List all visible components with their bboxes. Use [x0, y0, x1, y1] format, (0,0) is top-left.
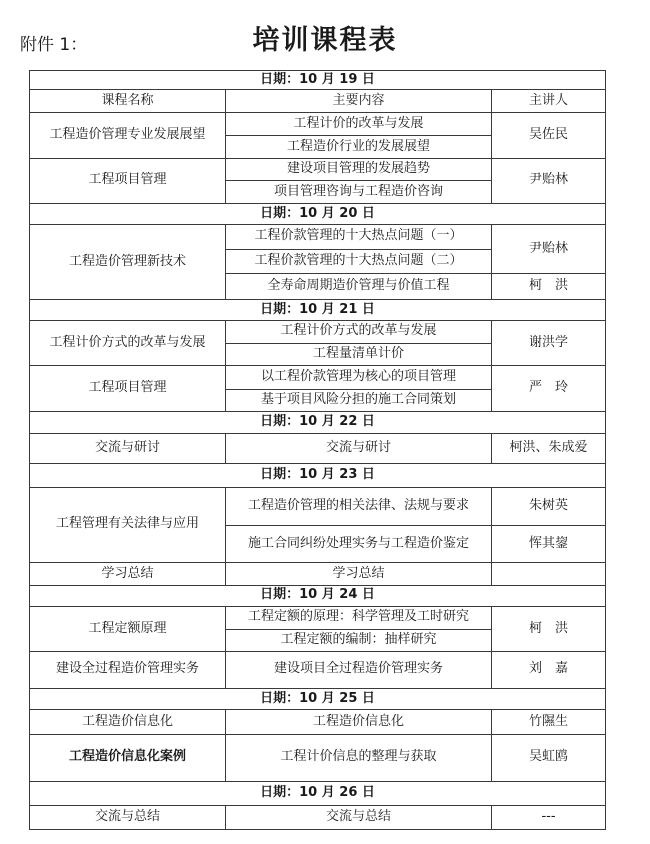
course-content: 全寿命周期造价管理与价值工程 [226, 274, 492, 300]
course-content: 工程定额的原理：科学管理及工时研究 [226, 607, 492, 629]
course-content: 工程计价信息的整理与获取 [226, 734, 492, 781]
course-content: 交流与总结 [226, 806, 492, 830]
lecturer: 柯 洪 [492, 274, 606, 300]
course-content: 工程计价的改革与发展 [226, 112, 492, 135]
course-content: 工程价款管理的十大热点问题（一） [226, 225, 492, 250]
lecturer: 尹贻林 [492, 225, 606, 274]
date-cell: 日期：10 月 19 日 [30, 71, 606, 90]
table-row [30, 563, 606, 585]
course-name: 工程造价信息化 [30, 710, 226, 735]
course-content: 工程定额的编制：抽样研究 [226, 629, 492, 651]
lecturer: 谢洪学 [492, 321, 606, 366]
table-row [30, 225, 606, 250]
page-title: 培训课程表 [252, 25, 398, 56]
course-name: 工程造价管理新技术 [30, 225, 226, 300]
table-row [30, 433, 606, 464]
course-name: 工程管理有关法律与应用 [30, 487, 226, 563]
course-name: 学习总结 [30, 563, 226, 585]
date-row [30, 412, 606, 433]
attachment-label: 附件 1： [20, 35, 88, 55]
header-lecturer: 主讲人 [492, 90, 606, 112]
table-row [30, 710, 606, 735]
course-schedule-table [29, 70, 606, 830]
lecturer: --- [492, 806, 606, 830]
date-cell: 日期：10 月 24 日 [30, 585, 606, 606]
date-cell: 日期：10 月 25 日 [30, 688, 606, 709]
header-content: 主要内容 [226, 90, 492, 112]
date-cell: 日期：10 月 26 日 [30, 781, 606, 806]
table-row [30, 366, 606, 389]
header-course: 课程名称 [30, 90, 226, 112]
lecturer: 竹隰生 [492, 710, 606, 735]
course-name: 工程项目管理 [30, 158, 226, 203]
date-row [30, 464, 606, 487]
course-content: 学习总结 [226, 563, 492, 585]
course-name: 工程项目管理 [30, 366, 226, 412]
table-row [30, 487, 606, 526]
lecturer: 吴佐民 [492, 112, 606, 158]
course-content: 工程造价行业的发展展望 [226, 136, 492, 158]
date-row [30, 71, 606, 90]
lecturer: 吴虹鸥 [492, 734, 606, 781]
table-row [30, 158, 606, 180]
table-row [30, 806, 606, 830]
table-row [30, 734, 606, 781]
course-name: 工程定额原理 [30, 607, 226, 652]
lecturer: 恽其鋆 [492, 526, 606, 563]
date-row [30, 688, 606, 709]
course-content: 交流与研讨 [226, 433, 492, 464]
date-row [30, 781, 606, 806]
date-cell: 日期：10 月 20 日 [30, 203, 606, 224]
course-name: 建设全过程造价管理实务 [30, 652, 226, 689]
course-content: 工程造价管理的相关法律、法规与要求 [226, 487, 492, 526]
lecturer: 柯 洪 [492, 607, 606, 652]
date-row [30, 203, 606, 224]
lecturer: 严 玲 [492, 366, 606, 412]
date-cell: 日期：10 月 22 日 [30, 412, 606, 433]
course-content: 以工程价款管理为核心的项目管理 [226, 366, 492, 389]
table-row [30, 112, 606, 135]
table-row [30, 321, 606, 343]
lecturer: 朱树英 [492, 487, 606, 526]
course-name: 交流与研讨 [30, 433, 226, 464]
lecturer: 柯洪、朱成爱 [492, 433, 606, 464]
lecturer: 尹贻林 [492, 158, 606, 203]
course-content: 工程量清单计价 [226, 343, 492, 365]
course-content: 项目管理咨询与工程造价咨询 [226, 181, 492, 203]
date-cell: 日期：10 月 23 日 [30, 464, 606, 487]
lecturer [492, 563, 606, 585]
course-content: 工程造价信息化 [226, 710, 492, 735]
date-row [30, 299, 606, 320]
table-row [30, 607, 606, 629]
date-cell: 日期：10 月 21 日 [30, 299, 606, 320]
course-name: 工程计价方式的改革与发展 [30, 321, 226, 366]
course-content: 基于项目风险分担的施工合同策划 [226, 389, 492, 411]
course-name: 工程造价管理专业发展展望 [30, 112, 226, 158]
table-row [30, 652, 606, 689]
lecturer: 刘 嘉 [492, 652, 606, 689]
course-content: 建设项目管理的发展趋势 [226, 158, 492, 180]
course-content: 工程价款管理的十大热点问题（二） [226, 249, 492, 274]
course-content: 工程计价方式的改革与发展 [226, 321, 492, 343]
course-name: 工程造价信息化案例 [30, 734, 226, 781]
course-content: 施工合同纠纷处理实务与工程造价鉴定 [226, 526, 492, 563]
date-row [30, 585, 606, 606]
course-name: 交流与总结 [30, 806, 226, 830]
course-content: 建设项目全过程造价管理实务 [226, 652, 492, 689]
header-row [30, 90, 606, 112]
